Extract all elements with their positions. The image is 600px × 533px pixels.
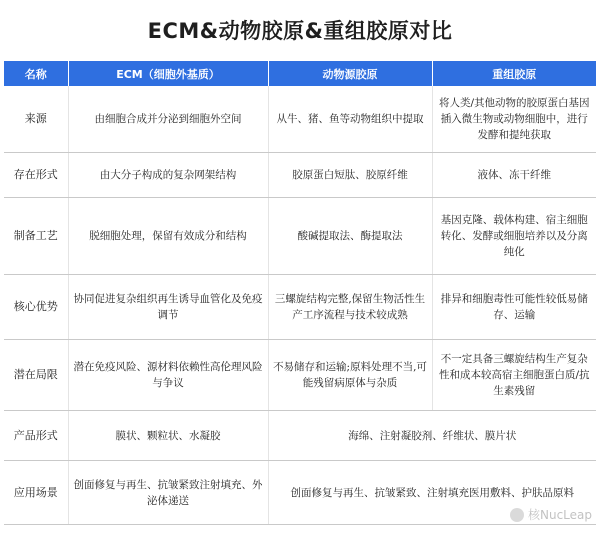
cell-ecm: 由大分子构成的复杂网架结构 <box>68 153 268 198</box>
table-row <box>4 275 596 340</box>
cell-recombinant: 基因克隆、载体构建、宿主细胞转化、发酵或细胞培养以及分离纯化 <box>432 198 596 275</box>
header-ecm: ECM（细胞外基质） <box>68 61 268 86</box>
cell-ecm: 脱细胞处理，保留有效成分和结构 <box>68 198 268 275</box>
header-recombinant-collagen: 重组胶原 <box>432 61 596 86</box>
row-label: 核心优势 <box>4 275 68 340</box>
page-title: ECM&动物胶原&重组胶原对比 <box>147 19 453 43</box>
table-row <box>4 411 596 461</box>
cell-ecm: 由细胞合成并分泌到细胞外空间 <box>68 86 268 153</box>
cell-animal-recombinant-merged: 海绵、注射凝胶剂、纤维状、膜片状 <box>268 411 596 461</box>
cell-animal: 不易储存和运输;原料处理不当,可能残留病原体与杂质 <box>268 340 432 411</box>
row-label: 产品形式 <box>4 411 68 461</box>
cell-recombinant: 不一定具备三螺旋结构生产复杂性和成本较高宿主细胞蛋白质/抗生素残留 <box>432 340 596 411</box>
table-row <box>4 153 596 198</box>
cell-animal: 胶原蛋白短肽、胶原纤维 <box>268 153 432 198</box>
comparison-table <box>4 61 596 525</box>
cell-animal-recombinant-merged: 创面修复与再生、抗皱紧致、注射填充医用敷料、护肤品原料 <box>268 461 596 525</box>
table-row <box>4 340 596 411</box>
watermark-text: 核NucLeap <box>527 508 592 522</box>
table-header-row <box>4 61 596 86</box>
table-row <box>4 86 596 153</box>
watermark <box>510 506 592 523</box>
cell-recombinant: 将人类/其他动物的胶原蛋白基因插入微生物或动物细胞中，进行发酵和提纯获取 <box>432 86 596 153</box>
row-label: 制备工艺 <box>4 198 68 275</box>
cell-ecm: 潜在免疫风险、源材料依赖性高伦理风险与争议 <box>68 340 268 411</box>
row-label: 应用场景 <box>4 461 68 525</box>
header-animal-collagen: 动物源胶原 <box>268 61 432 86</box>
cell-recombinant: 液体、冻干纤维 <box>432 153 596 198</box>
row-label: 存在形式 <box>4 153 68 198</box>
header-name: 名称 <box>4 61 68 86</box>
cell-recombinant: 排异和细胞毒性可能性较低易储存、运输 <box>432 275 596 340</box>
row-label: 来源 <box>4 86 68 153</box>
cell-ecm: 膜状、颗粒状、水凝胶 <box>68 411 268 461</box>
cell-animal: 三螺旋结构完整,保留生物活性生产工序流程与技术较成熟 <box>268 275 432 340</box>
cell-ecm: 协同促进复杂组织再生诱导血管化及免疫调节 <box>68 275 268 340</box>
cell-ecm: 创面修复与再生、抗皱紧致注射填充、外泌体递送 <box>68 461 268 525</box>
table-row <box>4 461 596 525</box>
wechat-logo-icon <box>510 508 524 522</box>
cell-animal: 酸碱提取法、酶提取法 <box>268 198 432 275</box>
cell-animal: 从牛、猪、鱼等动物组织中提取 <box>268 86 432 153</box>
row-label: 潜在局限 <box>4 340 68 411</box>
table-row <box>4 198 596 275</box>
